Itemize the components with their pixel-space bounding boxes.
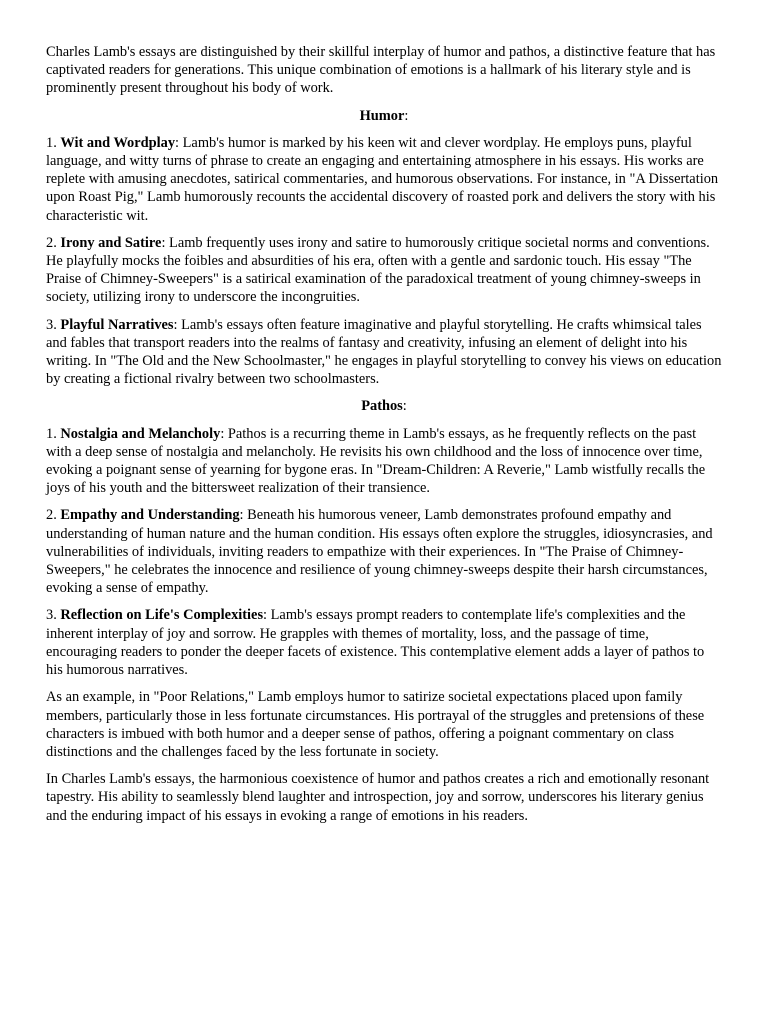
humor-item-3-text: : Lamb's essays often feature imaginative and playful storytelling. He crafts whimsical tales and fables that transport readers into the realms of fantasy and creativity, infusing an element of delight into his writing. In "The Old and the New Schoolmaster," he engages in playful storytelling to convey his views on education by creating a fictional rivalry between two schoolmasters. — [46, 316, 722, 388]
intro-paragraph: Charles Lamb's essays are distinguished by their skillful interplay of humor and pathos, a distinctive feature that has captivated readers for generations. This unique combination of emotions is a hallmark of his literary style and is prominently present throughout his body of work. — [46, 44, 716, 97]
pathos-item-3-number: 3. — [46, 607, 57, 624]
pathos-item-2 — [46, 506, 722, 597]
pathos-item-2-term: Empathy and Understanding — [60, 507, 240, 524]
humor-item-1 — [46, 134, 722, 225]
pathos-item-1-number: 1. — [46, 425, 57, 442]
pathos-item-2-number: 2. — [46, 507, 57, 524]
conclusion-paragraph: In Charles Lamb's essays, the harmonious coexistence of humor and pathos creates a rich and emotionally resonant tapestry. His ability to seamlessly blend laughter and introspection, joy and sorrow, underscores his literary genius and the enduring impact of his essays in evoking a range of emotions in his readers. — [46, 771, 710, 824]
humor-item-2-term: Irony and Satire — [60, 234, 162, 251]
pathos-item-2-text: : Beneath his humorous veneer, Lamb demonstrates profound empathy and understanding of human nature and the human condition. His essays often explore the struggles, idiosyncrasies, and vulnerabilities of individuals, inviting readers to empathize with their experiences. In "The Praise of Chimney-Sweepers," he celebrates the innocence and resilience of young chimney-sweeps despite their harsh circumstances, evoking a sense of empathy. — [46, 507, 713, 597]
humor-item-1-term: Wit and Wordplay — [60, 134, 176, 151]
pathos-heading-text: Pathos — [361, 398, 403, 415]
humor-item-2-number: 2. — [46, 234, 57, 251]
pathos-item-1 — [46, 425, 722, 498]
pathos-heading: Pathos: — [361, 398, 407, 415]
humor-item-2-text: : Lamb frequently uses irony and satire to humorously critique societal norms and conventions. He playfully mocks the foibles and absurdities of his era, often with a gentle and sardonic touch. His essay "The Praise of Chimney-Sweepers" is a satirical examination of the paradoxical treatment of young chimney-sweeps in society, utilizing irony to underscore the incongruities. — [46, 234, 710, 306]
humor-item-1-number: 1. — [46, 134, 57, 151]
pathos-item-3-term: Reflection on Life's Complexities — [60, 607, 264, 624]
humor-item-1-text: : Lamb's humor is marked by his keen wit and clever wordplay. He employs puns, playful language, and witty turns of phrase to create an engaging and entertaining atmosphere in his essays. His works are replete with amusing anecdotes, satirical commentaries, and humorous observations. For instance, in "A Dissertation upon Roast Pig," Lamb humorously recounts the accidental discovery of roasted pork and delivers the story with his characteristic wit. — [46, 134, 719, 224]
humor-heading: Humor: — [359, 107, 409, 124]
humor-item-3 — [46, 316, 722, 389]
pathos-item-1-text: : Pathos is a recurring theme in Lamb's essays, as he frequently reflects on the past with a deep sense of nostalgia and melancholy. He revisits his own childhood and the loss of innocence over time, evoking a poignant sense of yearning for bygone eras. In "Dream-Children: A Reverie," Lamb wistfully recalls the joys of his youth and the bittersweet realization of their transience. — [46, 425, 706, 497]
humor-item-3-term: Playful Narratives — [60, 316, 174, 333]
pathos-item-1-term: Nostalgia and Melancholy — [60, 425, 221, 442]
humor-item-3-number: 3. — [46, 316, 57, 333]
humor-item-2 — [46, 234, 722, 307]
pathos-item-3 — [46, 606, 722, 679]
humor-heading-text: Humor — [359, 107, 405, 124]
document-page — [46, 43, 722, 834]
pathos-item-3-text: : Lamb's essays prompt readers to contemplate life's complexities and the inherent interplay of joy and sorrow. He grapples with themes of mortality, loss, and the passage of time, encouraging readers to ponder the deeper facets of existence. This contemplative element adds a layer of pathos to his humorous narratives. — [46, 607, 705, 679]
example-paragraph: As an example, in "Poor Relations," Lamb employs humor to satirize societal expectations placed upon family members, particularly those in less fortunate circumstances. His portrayal of the struggles and pretensions of these characters is imbued with both humor and a deeper sense of pathos, offering a poignant commentary on class distinctions and the challenges faced by the less fortunate in society. — [46, 689, 705, 760]
